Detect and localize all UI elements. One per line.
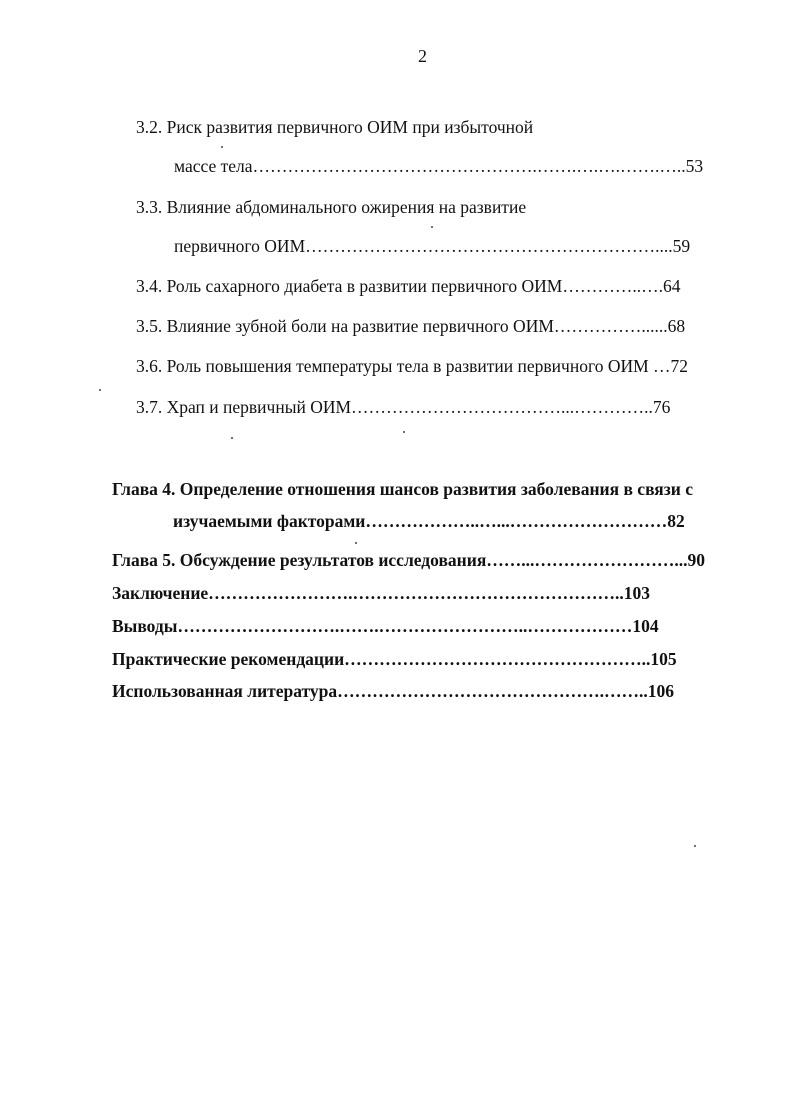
scan-speck <box>221 146 223 148</box>
scan-speck <box>431 226 433 228</box>
scan-speck <box>99 389 101 391</box>
scan-speck <box>355 542 357 544</box>
toc-entry-3-3-line-2: первичного ОИМ……………………………………………………....59 <box>174 236 691 256</box>
toc-entry-3-4: 3.4. Роль сахарного диабета в развитии первичного ОИМ…………..….64 <box>136 276 681 296</box>
toc-chapter-4-line-2: изучаемыми факторами………………..…...………………………82 <box>173 511 685 531</box>
toc-entry-3-2-line-2: массе тела………………………………………….…….….….…….…..53 <box>174 156 704 176</box>
scan-speck <box>403 431 405 433</box>
toc-findings: Выводы……………………….…….……………………..………………104 <box>112 616 659 636</box>
toc-recommendations: Практические рекомендации……………………………………………..105 <box>112 649 677 669</box>
toc-chapter-4-line-1: Глава 4. Определение отношения шансов развития заболевания в связи с <box>112 479 694 499</box>
toc-entry-3-7: 3.7. Храп и первичный ОИМ………………………………...…………..76 <box>136 397 671 417</box>
toc-entry-3-3-line-1: 3.3. Влияние абдоминального ожирения на развитие <box>136 197 527 217</box>
toc-conclusion: Заключение…………………….………………………………………..103 <box>112 583 651 603</box>
toc-entry-3-6: 3.6. Роль повышения температуры тела в развитии первичного ОИМ …72 <box>136 356 689 376</box>
page-number: 2 <box>418 46 427 66</box>
toc-entry-3-5: 3.5. Влияние зубной боли на развитие первичного ОИМ……………......68 <box>136 316 686 336</box>
toc-references: Использованная литература……………………………………….……..106 <box>112 681 675 701</box>
toc-chapter-5: Глава 5. Обсуждение результатов исследования……...……………………...90 <box>112 550 706 570</box>
scan-speck <box>694 845 696 847</box>
toc-entry-3-2-line-1: 3.2. Риск развития первичного ОИМ при избыточной <box>136 117 534 137</box>
scan-speck <box>231 437 233 439</box>
